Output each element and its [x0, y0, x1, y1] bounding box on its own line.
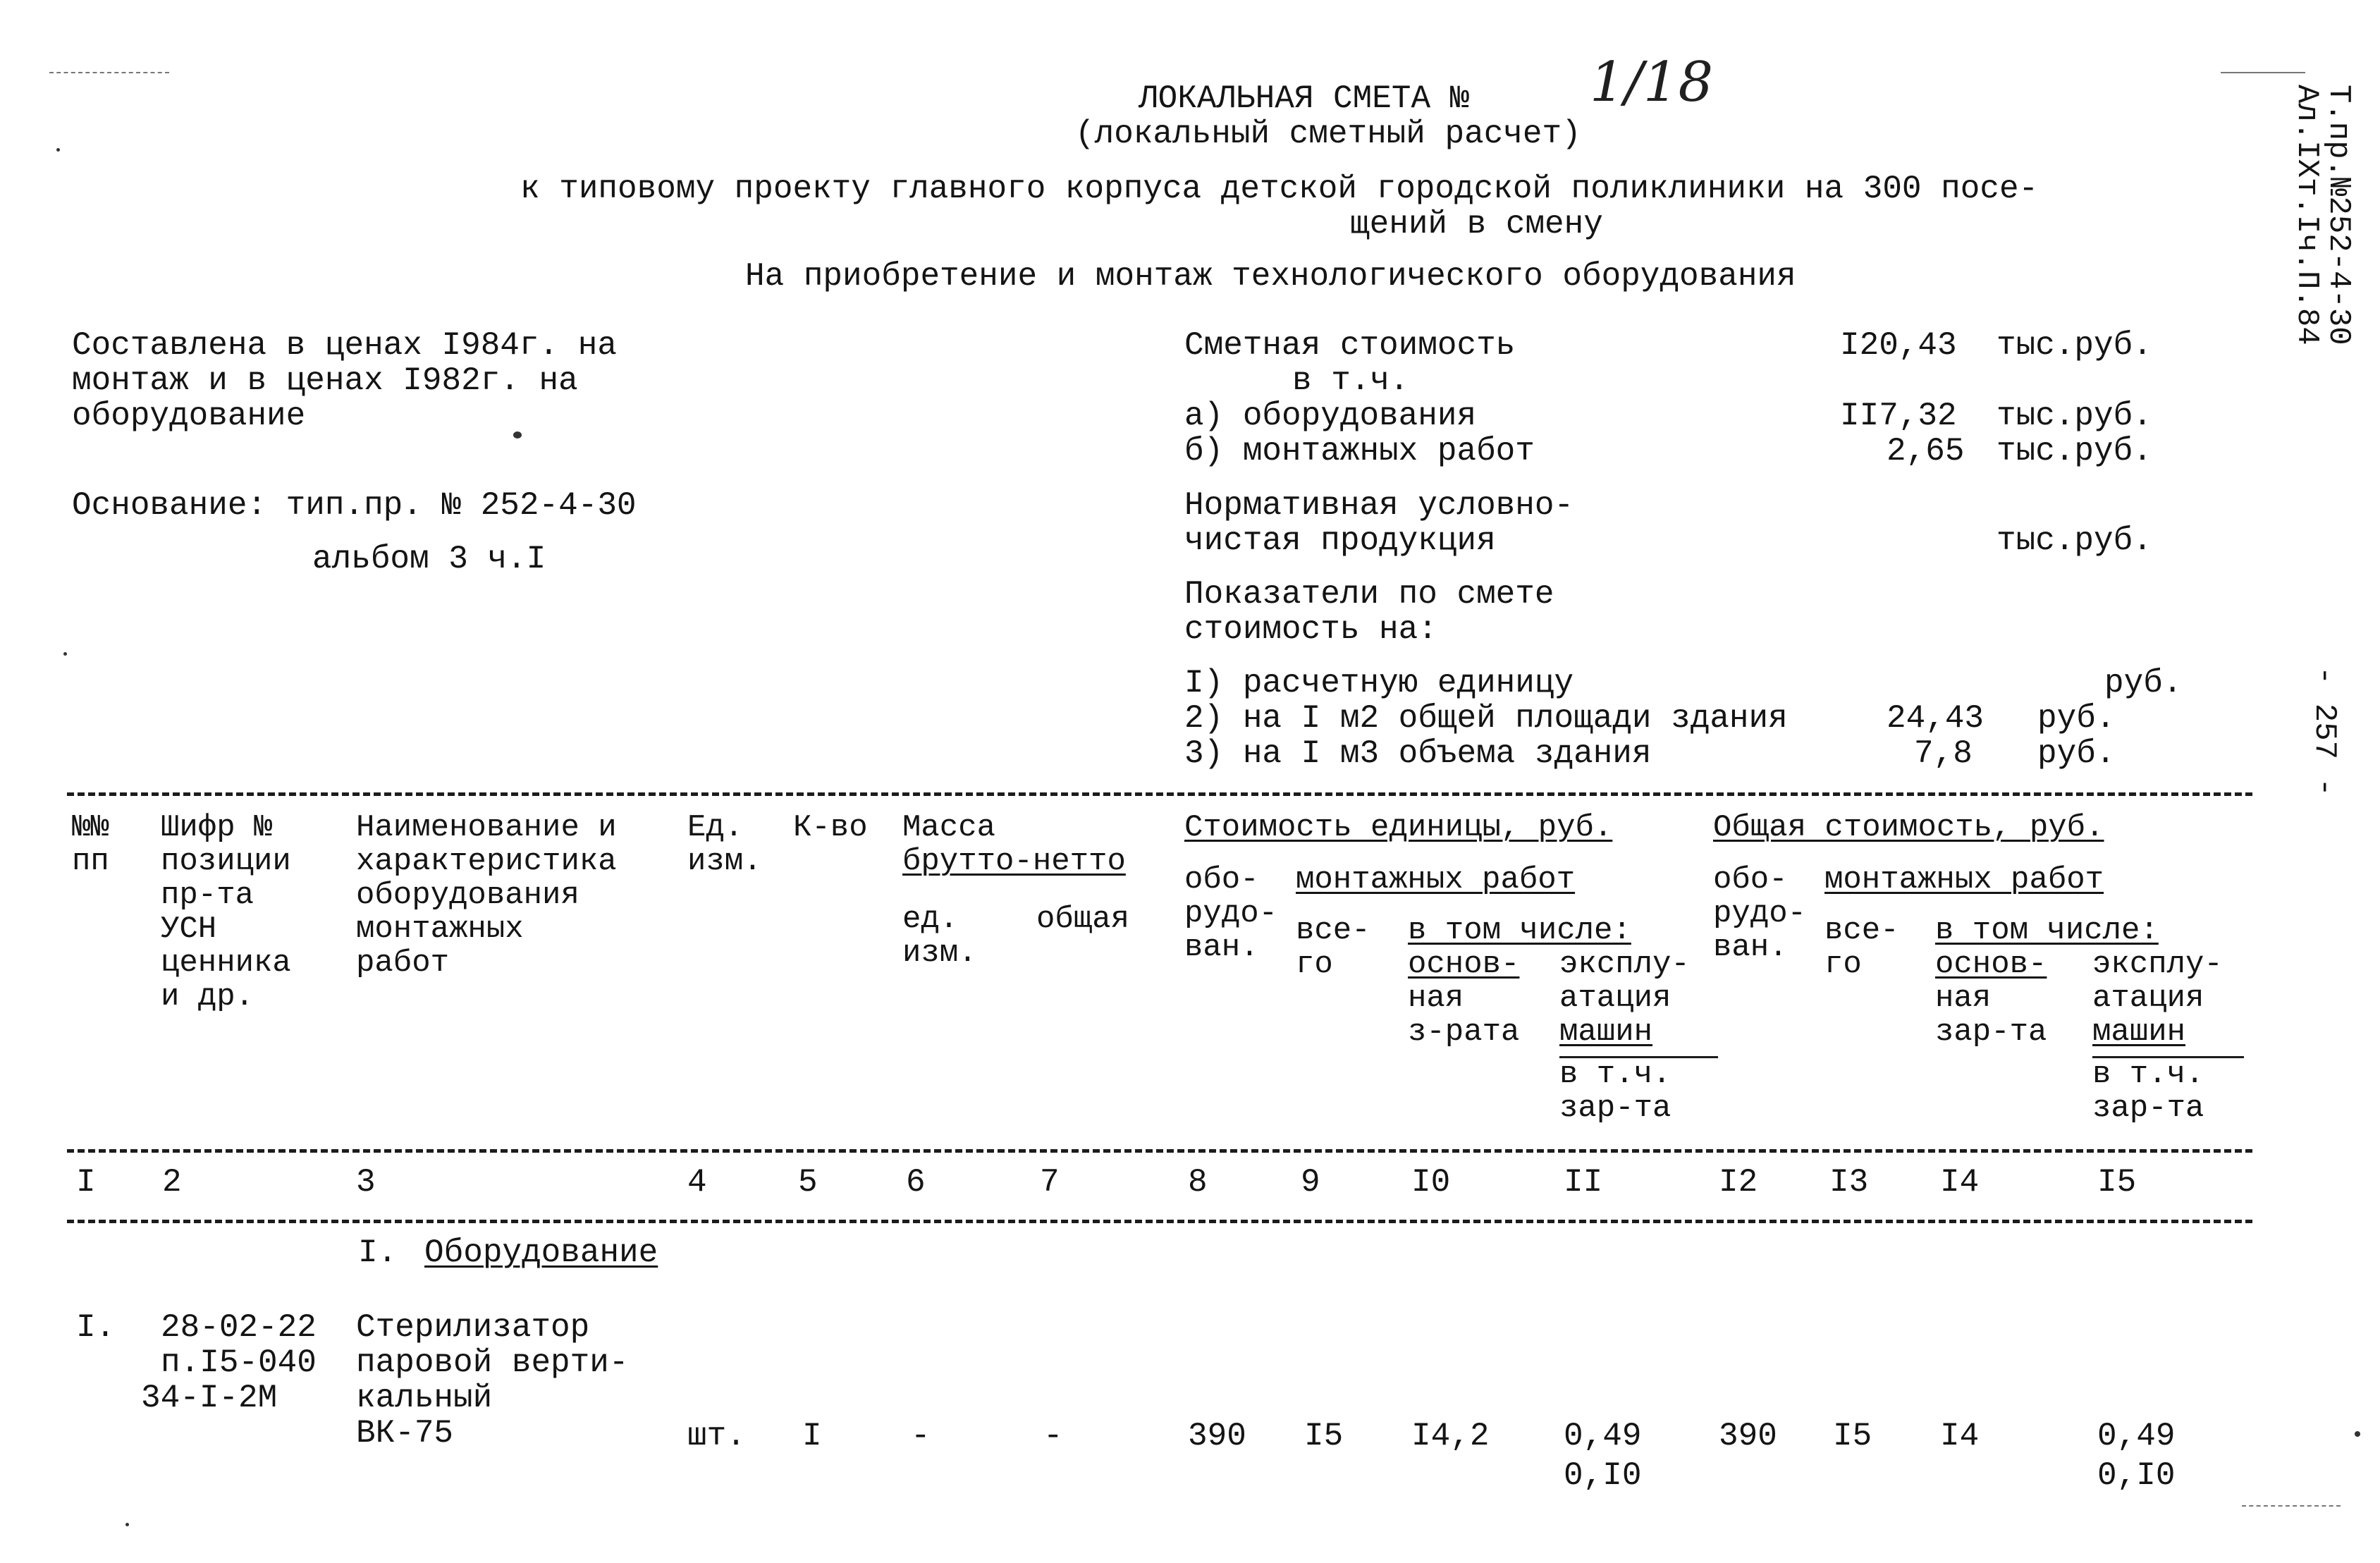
section-title: Оборудование — [424, 1234, 658, 1271]
header-col1-line2: пп — [72, 844, 109, 879]
header-basic-wage-total-3: зар-та — [1935, 1015, 2047, 1050]
header-mass-unit-2: изм. — [902, 936, 977, 971]
col-number-2: 2 — [162, 1164, 182, 1201]
col-number-3: 3 — [356, 1164, 376, 1201]
header-all-total-1: все- — [1824, 913, 1899, 948]
row1-machines-total: 0,49 — [2097, 1418, 2176, 1454]
header-col3-line2: характеристика — [356, 844, 617, 879]
scan-speck — [63, 652, 67, 656]
col-number-rule — [67, 1220, 2252, 1223]
header-col2-line2: позиции — [161, 844, 291, 879]
indicator-3-label: 3) на I м3 объема здания — [1184, 735, 1652, 772]
col-number-12: I2 — [1719, 1164, 1758, 1201]
document-title: ЛОКАЛЬНАЯ СМЕТА № — [1139, 80, 1470, 117]
header-basic-wage-total-2: ная — [1935, 981, 1992, 1016]
normative-label-2: чистая продукция — [1184, 522, 1496, 559]
header-install-works-unit: монтажных работ — [1296, 862, 1576, 897]
header-machines-unit-1: эксплу- — [1559, 947, 1690, 982]
indicator-3-unit: руб. — [2037, 735, 2116, 772]
prices-line-3: оборудование — [72, 398, 306, 434]
header-all-unit-1: все- — [1296, 913, 1370, 948]
header-machines-wage-total-1: в т.ч. — [2092, 1057, 2204, 1092]
header-total-cost: Общая стоимость, руб. — [1713, 810, 2104, 845]
indicator-2-value: 24,43 — [1887, 700, 1985, 737]
col-number-6: 6 — [906, 1164, 926, 1201]
row1-code-2: п.I5-040 — [161, 1344, 317, 1381]
project-line-1: к типовому проекту главного корпуса детской городской поликлиники на 300 посе- — [520, 171, 2039, 207]
header-basic-wage-total-1: основ- — [1935, 947, 2047, 982]
header-equip-total-3: ван. — [1713, 930, 1788, 965]
header-mass-sub: брутто-нетто — [902, 844, 1126, 879]
scan-mark-top-right — [2221, 72, 2305, 73]
row1-machines-unit: 0,49 — [1564, 1418, 1642, 1454]
header-incl-unit: в том числе: — [1408, 913, 1631, 948]
col-number-4: 4 — [687, 1164, 707, 1201]
header-col5: К-во — [793, 810, 868, 845]
normative-unit: тыс.руб. — [1996, 522, 2152, 559]
header-machines-total-1: эксплу- — [2092, 947, 2223, 982]
equipment-cost-label: а) оборудования — [1184, 398, 1477, 434]
row1-install-unit: I5 — [1304, 1418, 1344, 1454]
header-col4-line2: изм. — [687, 844, 762, 879]
header-equip-unit-3: ван. — [1184, 930, 1259, 965]
indicators-label-1: Показатели по смете — [1184, 576, 1554, 613]
row1-install-total: I5 — [1833, 1418, 1872, 1454]
header-all-unit-2: го — [1296, 947, 1333, 982]
header-machines-unit-2: атация — [1559, 981, 1671, 1016]
row1-code-3: 34-I-2М — [141, 1380, 278, 1416]
header-col3-line3: оборудования — [356, 878, 579, 913]
prices-line-1: Составлена в ценах I984г. на — [72, 327, 617, 364]
row1-mass-unit: - — [911, 1418, 931, 1454]
row1-qty: I — [802, 1418, 822, 1454]
scan-mark-top-left — [49, 72, 169, 73]
page-number: - 257 - — [2307, 666, 2342, 797]
row1-machines-wage-unit: 0,I0 — [1564, 1457, 1642, 1494]
indicator-3-value: 7,8 — [1914, 735, 1973, 772]
row1-machines-wage-total: 0,I0 — [2097, 1457, 2176, 1494]
col-number-10: I0 — [1411, 1164, 1451, 1201]
col-number-11: II — [1564, 1164, 1603, 1201]
header-col2-line4: УСН — [161, 912, 217, 947]
total-cost-label: Сметная стоимость — [1184, 327, 1516, 364]
row1-number: I. — [76, 1309, 116, 1346]
row1-wage-unit: I4,2 — [1411, 1418, 1490, 1454]
row1-name-4: ВК-75 — [356, 1415, 454, 1452]
header-machines-unit-3: машин — [1559, 1015, 1653, 1050]
header-machines-wage-unit-2: зар-та — [1559, 1091, 1671, 1126]
installation-cost-label: б) монтажных работ — [1184, 433, 1535, 470]
machines-unit-underline — [1559, 1056, 1718, 1058]
header-col2-line5: ценника — [161, 945, 291, 981]
header-col3-line1: Наименование и — [356, 810, 617, 845]
row1-unit: шт. — [687, 1418, 746, 1454]
section-number: I. — [358, 1234, 398, 1271]
header-incl-total: в том числе: — [1935, 913, 2159, 948]
table-top-rule — [67, 792, 2252, 796]
header-install-works-total: монтажных работ — [1824, 862, 2104, 897]
header-all-total-2: го — [1824, 947, 1862, 982]
header-machines-total-2: атация — [2092, 981, 2204, 1016]
header-col3-line5: работ — [356, 945, 450, 981]
indicator-2-unit: руб. — [2037, 700, 2116, 737]
document-subtitle: (локальный сметный расчет) — [1075, 116, 1581, 152]
col-number-14: I4 — [1940, 1164, 1980, 1201]
header-equip-total-1: обо- — [1713, 862, 1788, 897]
row1-code-1: 28-02-22 — [161, 1309, 317, 1346]
col-number-1: I — [76, 1164, 96, 1201]
scan-speck — [56, 148, 60, 152]
header-machines-wage-unit-1: в т.ч. — [1559, 1057, 1671, 1092]
col-number-13: I3 — [1829, 1164, 1869, 1201]
header-equip-unit-1: обо- — [1184, 862, 1259, 897]
header-unit-cost: Стоимость единицы, руб. — [1184, 810, 1613, 845]
header-basic-wage-unit-3: з-рата — [1408, 1015, 1520, 1050]
scan-speck — [125, 1523, 129, 1526]
row1-name-3: кальный — [356, 1380, 493, 1416]
machines-total-underline — [2092, 1056, 2244, 1058]
header-col1-line1: №№ — [72, 810, 109, 845]
equipment-cost-unit: тыс.руб. — [1996, 398, 2152, 434]
normative-label-1: Нормативная условно- — [1184, 487, 1574, 524]
installation-cost-unit: тыс.руб. — [1996, 433, 2152, 470]
indicators-label-2: стоимость на: — [1184, 611, 1437, 648]
basis-line-2: альбом 3 ч.I — [312, 541, 546, 577]
header-basic-wage-unit-1: основ- — [1408, 947, 1520, 982]
header-equip-unit-2: рудо- — [1184, 896, 1278, 931]
header-machines-total-3: машин — [2092, 1015, 2186, 1050]
installation-cost-value: 2,65 — [1887, 433, 1965, 470]
header-mass: Масса — [902, 810, 996, 845]
col-number-8: 8 — [1188, 1164, 1208, 1201]
header-col2-line1: Шифр № — [161, 810, 273, 845]
side-stamp-line-2: Ал.IХт.Iч.П.84 — [2289, 85, 2324, 345]
header-col4-line1: Ед. — [687, 810, 744, 845]
row1-equip-total: 390 — [1719, 1418, 1777, 1454]
total-cost-unit: тыс.руб. — [1996, 327, 2152, 364]
header-col2-line6: и др. — [161, 979, 254, 1015]
indicator-1-unit: руб. — [2104, 665, 2183, 701]
row1-name-2: паровой верти- — [356, 1344, 629, 1381]
including-label: в т.ч. — [1292, 362, 1409, 399]
purpose-line: На приобретение и монтаж технологического оборудования — [745, 258, 1796, 295]
prices-line-2: монтаж и в ценах I982г. на — [72, 362, 578, 399]
handwritten-estimate-number: 1/18 — [1590, 51, 1714, 114]
row1-mass-total: - — [1043, 1418, 1063, 1454]
col-number-9: 9 — [1301, 1164, 1320, 1201]
basis-line-1: Основание: тип.пр. № 252-4-30 — [72, 487, 637, 524]
header-col3-line4: монтажных — [356, 912, 524, 947]
row1-wage-total: I4 — [1940, 1418, 1980, 1454]
scan-mark-bottom-right — [2242, 1505, 2341, 1507]
col-number-7: 7 — [1040, 1164, 1060, 1201]
header-mass-total: общая — [1036, 902, 1130, 937]
total-cost-value: I20,43 — [1840, 327, 1957, 364]
header-equip-total-2: рудо- — [1713, 896, 1807, 931]
col-number-5: 5 — [798, 1164, 818, 1201]
col-number-15: I5 — [2097, 1164, 2137, 1201]
side-stamp-line-1: Т.пр.№252-4-30 — [2321, 85, 2356, 345]
row1-name-1: Стерилизатор — [356, 1309, 590, 1346]
header-col2-line3: пр-та — [161, 878, 254, 913]
indicator-1-label: I) расчетную единицу — [1184, 665, 1574, 701]
indicator-2-label: 2) на I м2 общей площади здания — [1184, 700, 1788, 737]
equipment-cost-value: II7,32 — [1840, 398, 1957, 434]
header-mass-unit-1: ед. — [902, 902, 959, 937]
project-line-2: щений в смену — [1350, 206, 1603, 243]
header-machines-wage-total-2: зар-та — [2092, 1091, 2204, 1126]
header-basic-wage-unit-2: ная — [1408, 981, 1464, 1016]
scan-speck — [2355, 1431, 2360, 1437]
row1-equip-unit: 390 — [1188, 1418, 1246, 1454]
header-bottom-rule — [67, 1149, 2252, 1153]
scan-speck — [513, 431, 522, 439]
